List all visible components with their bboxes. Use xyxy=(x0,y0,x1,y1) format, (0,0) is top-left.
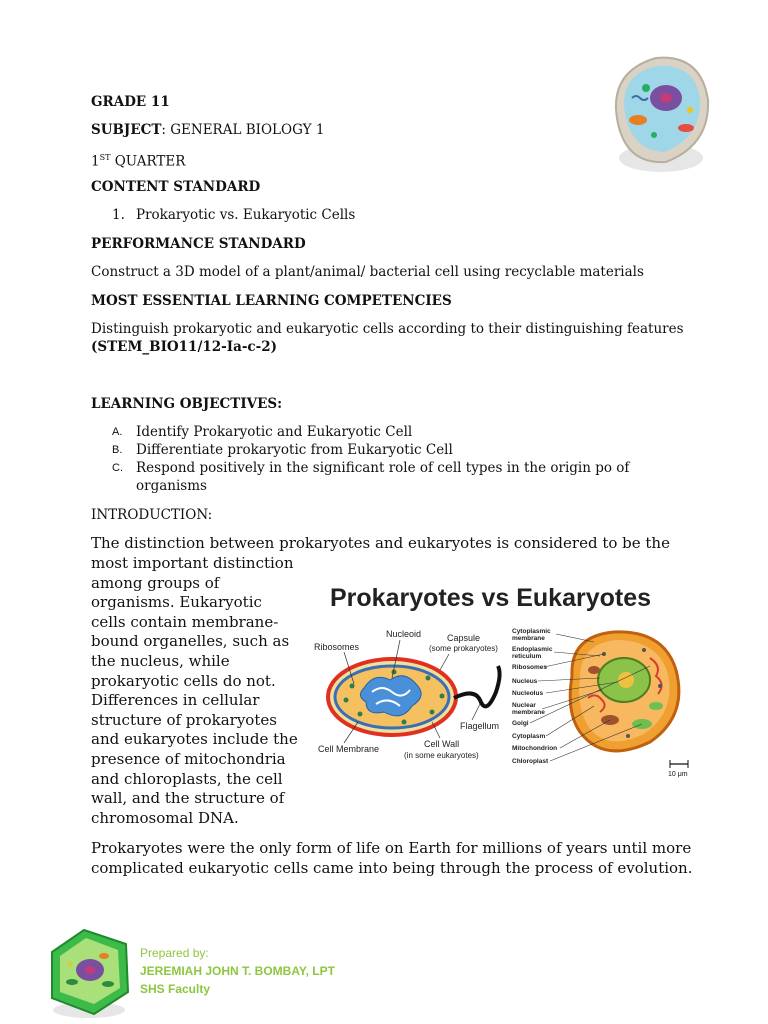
introduction-first-line: The distinction between prokaryotes and eukaryotes is considered to be the xyxy=(91,534,670,552)
paragraph-line: and eukaryotes include the xyxy=(91,730,298,749)
label-nucleoid: Nucleoid xyxy=(386,629,422,639)
label-flagellum: Flagellum xyxy=(460,721,500,731)
paragraph-line: the nucleus, while xyxy=(91,651,230,670)
label-nucleus: Nucleus xyxy=(512,678,538,685)
label-reticulum: reticulum xyxy=(512,653,542,660)
list-item xyxy=(112,206,355,224)
list-item-text: Prokaryotic vs. Eukaryotic Cells xyxy=(136,207,356,223)
quarter-number: 1 xyxy=(91,153,100,170)
paragraph-line: cells contain membrane- xyxy=(91,612,279,631)
paragraph-line: wall, and the structure of xyxy=(91,789,285,808)
list-item xyxy=(112,441,629,459)
paragraph-line: Differences in cellular xyxy=(91,691,260,710)
label-endoplasmic: Endoplasmic xyxy=(512,646,553,653)
list-item-text: Respond positively in the significant role of cell types in the origin po of xyxy=(136,460,630,476)
objectives-heading: LEARNING OBJECTIVES: xyxy=(91,396,283,412)
list-item xyxy=(112,459,629,477)
list-marker: 1. xyxy=(112,207,125,223)
performance-standard-heading: PERFORMANCE STANDARD xyxy=(91,236,306,252)
objectives-list xyxy=(112,423,629,495)
author-name: JEREMIAH JOHN T. BOMBAY, LPT xyxy=(140,964,335,978)
list-marker: A. xyxy=(112,426,123,438)
quarter-text: QUARTER xyxy=(110,153,186,170)
closing-line-1: Prokaryotes were the only form of life on Earth for millions of years until more xyxy=(91,839,692,857)
paragraph-line: and chloroplasts, the cell xyxy=(91,769,283,788)
competencies-heading: MOST ESSENTIAL LEARNING COMPETENCIES xyxy=(91,293,452,309)
paragraph-line: most important distinction xyxy=(91,554,294,572)
list-marker: B. xyxy=(112,444,123,456)
subject-value: : GENERAL BIOLOGY 1 xyxy=(161,122,325,138)
author-role: SHS Faculty xyxy=(140,982,211,996)
label-capsule-note: (some prokaryotes) xyxy=(429,644,498,653)
content-standard-heading: CONTENT STANDARD xyxy=(91,179,261,195)
list-item xyxy=(112,423,629,441)
label-nuclear-membrane: membrane xyxy=(512,709,545,716)
paragraph-line: among groups of xyxy=(91,573,220,592)
plant-cell-illustration xyxy=(44,922,134,1020)
label-cytoplasm: Cytoplasm xyxy=(512,733,546,740)
label-chloroplast: Chloroplast xyxy=(512,758,549,765)
paragraph-line: structure of prokaryotes xyxy=(91,710,277,729)
label-golgi: Golgi xyxy=(512,720,529,727)
quarter-line xyxy=(91,150,185,170)
label-membrane: membrane xyxy=(512,635,545,642)
list-item-text: Identify Prokaryotic and Eukaryotic Cell xyxy=(136,424,413,440)
content-standard-list xyxy=(112,206,355,224)
label-nucleolus: Nucleolus xyxy=(512,690,544,697)
performance-standard-text: Construct a 3D model of a plant/animal/ bacterial cell using recyclable materials xyxy=(91,264,644,280)
label-cell-wall-note: (in some eukaryotes) xyxy=(404,751,479,760)
list-marker: C. xyxy=(112,462,123,474)
label-ribosomes: Ribosomes xyxy=(314,642,360,652)
introduction-paragraph xyxy=(91,554,301,828)
prepared-by-block xyxy=(140,944,335,998)
label-mitochondrion: Mitochondrion xyxy=(512,745,558,752)
paragraph-line: bound organelles, such as xyxy=(91,632,290,651)
quarter-suffix: ST xyxy=(99,153,111,162)
label-capsule: Capsule xyxy=(447,633,481,643)
label-cell-wall: Cell Wall xyxy=(424,739,460,749)
label-cell-membrane: Cell Membrane xyxy=(318,744,380,754)
paragraph-line: organisms. Eukaryotic xyxy=(91,593,262,612)
grade-heading: GRADE 11 xyxy=(91,94,170,110)
competencies-text: Distinguish prokaryotic and eukaryotic cells according to their distinguishing features xyxy=(91,321,684,337)
list-item-continuation xyxy=(112,477,629,495)
introduction-heading: INTRODUCTION: xyxy=(91,507,213,523)
paragraph-line: chromosomal DNA. xyxy=(91,808,239,827)
subject-label: SUBJECT xyxy=(91,122,162,138)
closing-line-2: complicated eukaryotic cells came into being through the process of evolution. xyxy=(91,859,693,877)
prokaryotes-vs-eukaryotes-diagram xyxy=(304,566,704,794)
paragraph-line: prokaryotic cells do not. xyxy=(91,671,276,690)
scale-bar-label: 10 μm xyxy=(668,771,688,778)
diagram-title: Prokaryotes vs Eukaryotes xyxy=(330,584,652,612)
label-euk-ribosomes: Ribosomes xyxy=(512,664,548,671)
label-cytoplasmic: Cytoplasmic xyxy=(512,628,551,635)
list-item-text: organisms xyxy=(136,478,207,494)
animal-cell-illustration xyxy=(606,50,716,180)
subject-line xyxy=(91,122,324,138)
prepared-by-label: Prepared by: xyxy=(140,946,209,960)
competency-code: (STEM_BIO11/12-Ia-c-2) xyxy=(91,339,278,355)
list-item-text: Differentiate prokaryotic from Eukaryotic Cell xyxy=(136,442,453,458)
label-nuclear: Nuclear xyxy=(512,702,536,709)
paragraph-line: presence of mitochondria xyxy=(91,749,286,768)
